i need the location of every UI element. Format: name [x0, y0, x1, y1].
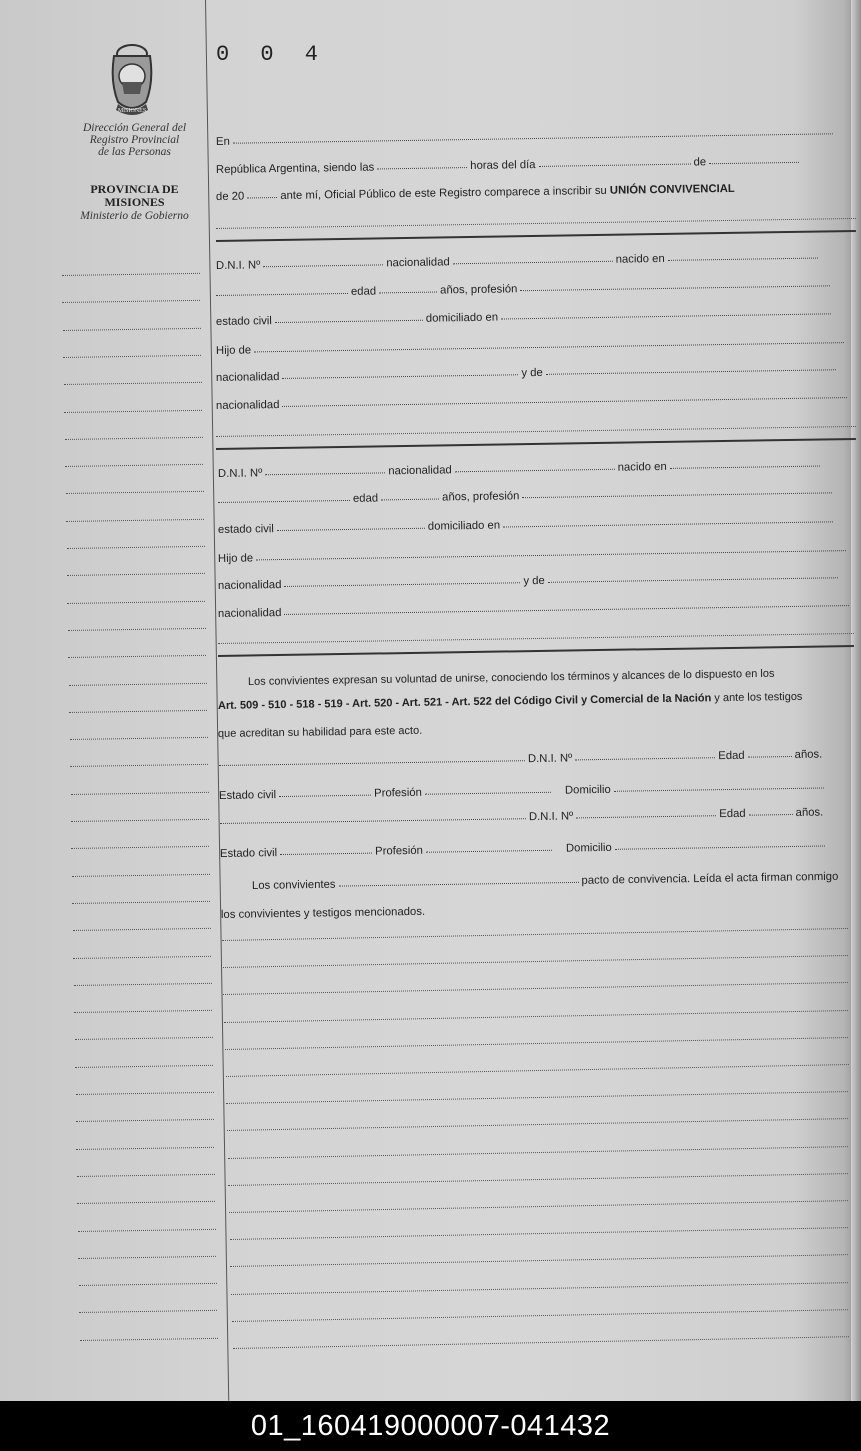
p1-label-nacionalidad: nacionalidad — [386, 256, 450, 270]
w2-line-estado-civil — [220, 838, 828, 860]
section-rule-2 — [216, 438, 856, 450]
blank-line — [228, 1146, 848, 1159]
p2-label-nacionalidad-padre: nacionalidad — [217, 579, 282, 592]
section-rule-1 — [216, 230, 856, 242]
p1-label-y-de: y de — [521, 366, 543, 380]
p2-blank-line — [218, 633, 854, 644]
blank-line — [222, 928, 848, 941]
w2-label-profesion: Profesión — [375, 844, 423, 858]
p1-label-edad: edad — [350, 285, 377, 298]
office-line-1: Dirección General del — [82, 122, 187, 134]
p1-label-dni: D.N.I. Nº — [215, 259, 261, 272]
blank-line — [233, 1336, 848, 1349]
w2-label-domicilio: Domicilio — [565, 841, 612, 855]
province-line-2: MISIONES — [104, 195, 165, 209]
intro-line-republica — [216, 155, 802, 176]
blank-line — [231, 1282, 848, 1295]
p1-label-estado-civil: estado civil — [215, 315, 272, 328]
declaration-testigos: y ante los testigos — [714, 690, 803, 705]
blank-line — [232, 1309, 848, 1322]
p1-label-hijo-de: Hijo de — [215, 344, 252, 357]
blank-line — [228, 1173, 848, 1186]
p2-line-estado-civil — [218, 514, 836, 536]
p1-label-nacionalidad-padre: nacionalidad — [215, 371, 280, 384]
w1-label-anos: años. — [794, 748, 823, 761]
w1-label-dni: D.N.I. Nº — [527, 752, 573, 766]
w1-line-dni — [219, 749, 822, 770]
p2-label-nacionalidad-madre: nacionalidad — [217, 607, 282, 620]
blank-line — [227, 1118, 848, 1131]
office-line-3: de las Personas — [98, 146, 171, 158]
p2-label-nacionalidad: nacionalidad — [388, 464, 452, 478]
p2-line-nacionalidad-1 — [218, 570, 841, 592]
p1-label-nacido-en: nacido en — [615, 252, 665, 266]
declaration-line-2 — [218, 691, 803, 712]
closing-label-convivientes: Los convivientes — [251, 878, 336, 892]
blank-line — [223, 982, 847, 995]
declaration-line-3: que acreditan su habilidad para este acto. — [217, 724, 423, 740]
intro-line-de20 — [216, 183, 735, 203]
p2-label-dni: D.N.I. Nº — [217, 467, 263, 480]
p1-line-nacionalidad-2 — [216, 390, 851, 412]
blank-line — [229, 1200, 848, 1213]
w2-line-dni — [220, 807, 823, 828]
p2-label-estado-civil: estado civil — [217, 523, 274, 536]
p1-label-anos-profesion: años, profesión — [440, 283, 518, 297]
w1-label-profesion: Profesión — [374, 786, 422, 800]
footer-band — [0, 1401, 861, 1451]
p1-line-hijo-de — [216, 335, 847, 357]
w2-label-dni: D.N.I. Nº — [528, 810, 574, 824]
label-en: En — [215, 135, 230, 148]
label-republica: República Argentina, siendo las — [215, 161, 375, 176]
p1-label-nacionalidad-madre: nacionalidad — [215, 399, 280, 412]
p1-line-edad — [216, 278, 834, 300]
p2-label-hijo-de: Hijo de — [217, 552, 254, 565]
section-rule-3 — [218, 645, 854, 657]
blank-line — [230, 1227, 848, 1240]
svg-text:MISIONES: MISIONES — [117, 108, 147, 114]
p2-label-nacido-en: nacido en — [617, 460, 667, 474]
blank-line — [225, 1037, 848, 1050]
closing-line-1 — [252, 871, 838, 892]
ministry-name: Ministerio de Gobierno — [80, 210, 189, 222]
p1-line-dni — [216, 251, 821, 272]
closing-line-2: los convivientes y testigos mencionados. — [220, 905, 426, 921]
w2-label-anos: años. — [795, 806, 824, 819]
w1-label-edad: Edad — [718, 749, 745, 763]
declaration-articles: Art. 509 - 510 - 518 - 519 - Art. 520 - Art. 521 - Art. 522 del Código Civil y Comercial de la Nación — [217, 692, 712, 712]
blank-line — [230, 1255, 847, 1268]
w2-label-estado-civil: Estado civil — [219, 847, 278, 860]
w1-label-estado-civil: Estado civil — [218, 789, 277, 802]
province-line-1: PROVINCIA DE — [90, 182, 179, 196]
intro-line-en — [216, 126, 836, 148]
acta-number: 0 0 4 — [216, 42, 328, 67]
w1-line-estado-civil — [219, 780, 827, 802]
label-union-convivencial: UNIÓN CONVIVENCIAL — [609, 182, 735, 197]
w2-label-edad: Edad — [719, 807, 746, 821]
p1-line-nacionalidad-1 — [216, 362, 839, 384]
office-line-2: Registro Provincial — [89, 134, 180, 146]
w1-label-domicilio: Domicilio — [564, 783, 611, 797]
intro-blank-line — [216, 218, 856, 229]
closing-label-pacto: pacto de convivencia. Leída el acta firman conmigo — [581, 870, 839, 887]
label-de: de — [693, 156, 707, 169]
p2-line-nacionalidad-2 — [218, 598, 853, 620]
p2-label-anos-profesion: años, profesión — [442, 490, 520, 504]
p1-blank-line — [216, 426, 856, 437]
p1-line-estado-civil — [216, 306, 834, 328]
p2-label-edad: edad — [352, 492, 379, 505]
label-horas-del-dia: horas del día — [470, 158, 536, 173]
p2-line-hijo-de — [218, 543, 849, 565]
blank-line — [226, 1064, 848, 1077]
p2-label-domiciliado-en: domiciliado en — [427, 519, 501, 533]
blank-line — [223, 955, 848, 968]
label-ante-mi: ante mí, Oficial Público de este Registro comparece a inscribir su — [280, 184, 607, 202]
footer-code: 01_160419000007-041432 — [250, 1409, 611, 1442]
p2-line-edad — [218, 485, 836, 507]
label-de-20: de 20 — [215, 190, 245, 203]
p2-label-y-de: y de — [523, 574, 545, 588]
blank-line — [224, 1010, 848, 1023]
declaration-line-1: Los convivientes expresan su voluntad de unirse, conociendo los términos y alcances de lo dispuesto en los — [247, 667, 775, 688]
p2-line-dni — [218, 459, 823, 480]
p1-label-domiciliado-en: domiciliado en — [425, 311, 499, 325]
blank-line — [226, 1091, 848, 1104]
